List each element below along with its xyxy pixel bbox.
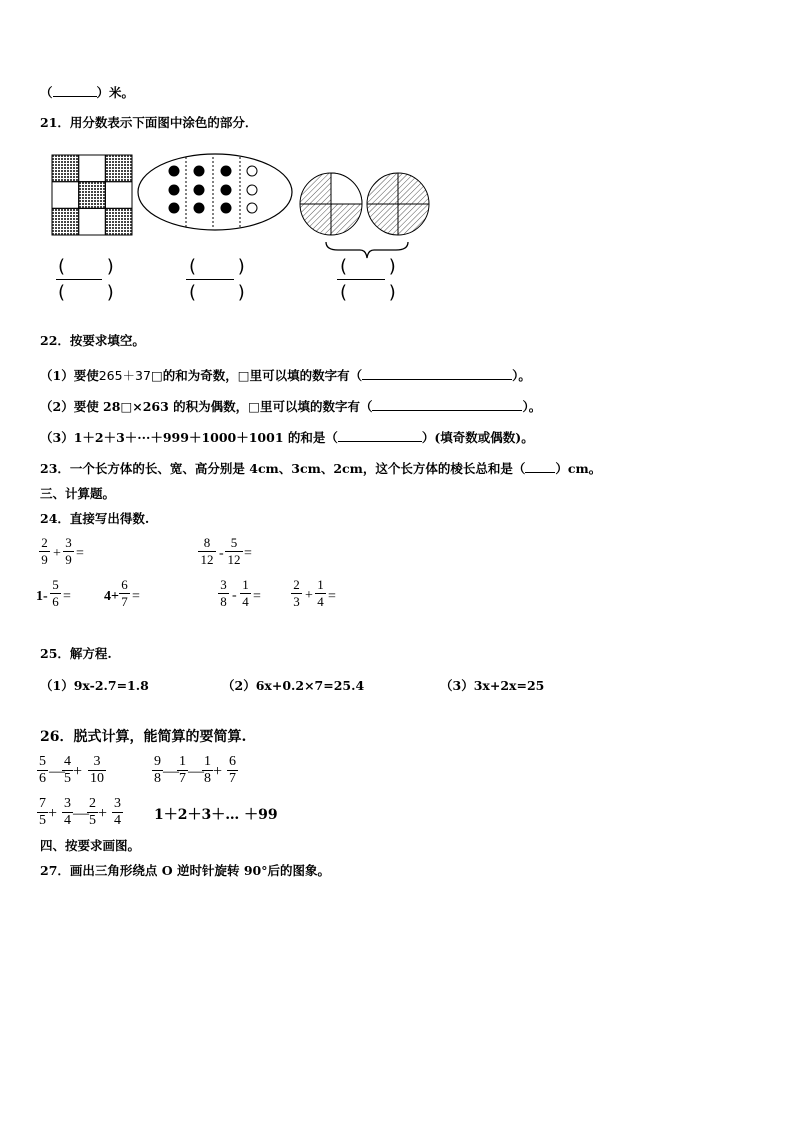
answer-blank[interactable]	[525, 460, 555, 473]
q26-title: 26．脱式计算，能简算的要简算.	[40, 729, 247, 745]
q23: 23．一个长方体的长、宽、高分别是 4cm、3cm、2cm，这个长方体的棱长总和是（ ）cm。	[40, 461, 602, 476]
q25-title: 25．解方程.	[40, 646, 112, 661]
q24-title: 24．直接写出得数.	[40, 511, 150, 526]
section-4-heading: 四、按要求画图。	[40, 838, 141, 853]
q22-title: 22．按要求填空。	[40, 333, 145, 348]
q27: 27．画出三角形绕点 O 逆时针旋转 90°后的图象。	[40, 863, 330, 878]
top-answer-line: （ ）米。	[40, 85, 135, 100]
checker-grid-figure	[52, 155, 132, 235]
answer-blank[interactable]	[362, 367, 512, 380]
q22-line-3: （3）1＋2＋3＋···＋999＋1000＋1001 的和是（ ）(填奇数或偶数)。	[40, 430, 534, 445]
answer-blank[interactable]	[338, 429, 422, 442]
q22-line-1: （1）要使265＋37□的和为奇数，□里可以填的数字有（ ）。	[40, 368, 531, 383]
section-3-heading: 三、计算题。	[40, 486, 116, 501]
answer-blank[interactable]	[372, 398, 522, 411]
hatched-circles-figure	[298, 170, 434, 240]
q26-expr-4: 1＋2＋3＋… ＋99	[154, 807, 278, 823]
q25-part-1: （1）9x-2.7=1.8	[40, 678, 149, 693]
q21-title: 21．用分数表示下面图中涂色的部分．	[40, 115, 258, 130]
ellipse-dots-figure	[136, 152, 294, 232]
q22-line-2: （2）要使 28□×263 的积为偶数，□里可以填的数字有（ ）。	[40, 399, 542, 414]
q25-part-2: （2）6x+0.2×7=25.4	[222, 678, 365, 693]
answer-blank[interactable]	[53, 84, 97, 97]
q25-part-3: （3）3x+2x=25	[440, 678, 545, 693]
